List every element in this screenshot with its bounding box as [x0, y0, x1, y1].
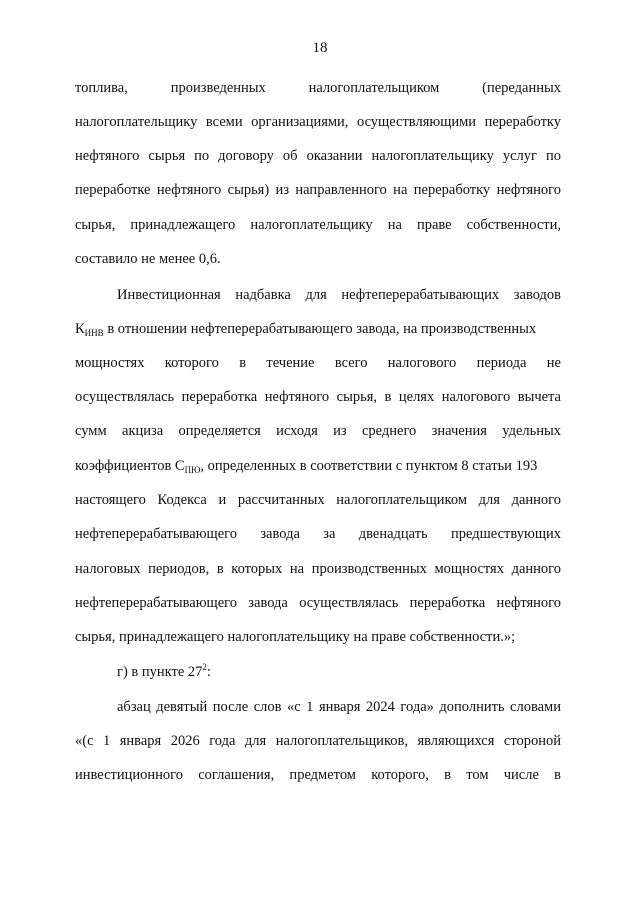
text-line: нефтеперерабатывающего завода осуществлялась переработка нефтяного: [75, 595, 561, 611]
text-line: сырья, принадлежащего налогоплательщику на праве собственности,: [75, 217, 561, 233]
text-fragment: :: [206, 664, 211, 680]
text-line: абзац девятый после слов «с 1 января 2024 года» дополнить словами: [117, 699, 561, 715]
superscript: 2: [202, 662, 207, 672]
text-line: [75, 319, 561, 339]
text-line: топлива, произведенных налогоплательщиком (переданных: [75, 80, 561, 96]
text-line: Инвестиционная надбавка для нефтеперерабатывающих заводов: [117, 287, 561, 303]
text-line: настоящего Кодекса и рассчитанных налогоплательщиком для данного: [75, 492, 561, 508]
text-fragment: г) в пункте 27: [117, 664, 203, 680]
text-line: сырья, принадлежащего налогоплательщику на праве собственности.»;: [75, 629, 516, 645]
coefficient-subscript: ПЮ: [184, 465, 201, 475]
text-fragment: , определенных в соответствии с пунктом 8 статьи 193: [200, 458, 538, 474]
coefficient-subscript: ИНВ: [84, 328, 104, 338]
text-line: налоговых периодов, в которых на производственных мощностях данного: [75, 561, 561, 577]
text-line: [117, 662, 561, 682]
text-line: мощностях которого в течение всего налогового периода не: [75, 355, 561, 371]
text-line: налогоплательщику всеми организациями, осуществляющими переработку: [75, 114, 561, 130]
text-line: инвестиционного соглашения, предметом которого, в том числе в: [75, 767, 561, 783]
text-fragment: коэффициентов С: [75, 458, 185, 474]
coefficient-symbol: К: [75, 321, 85, 337]
text-line: [75, 456, 561, 476]
text-line: переработке нефтяного сырья) из направленного на переработку нефтяного: [75, 182, 561, 198]
text-line: нефтеперерабатывающего завода за двенадцать предшествующих: [75, 526, 561, 542]
text-line: сумм акциза определяется исходя из среднего значения удельных: [75, 423, 561, 439]
text-line: «(с 1 января 2026 года для налогоплательщиков, являющихся стороной: [75, 733, 561, 749]
page-number: 18: [312, 40, 328, 56]
text-line: составило не менее 0,6.: [75, 251, 221, 267]
text-line: осуществлялась переработка нефтяного сырья, в целях налогового вычета: [75, 389, 561, 405]
text-line: нефтяного сырья по договору об оказании налогоплательщику услуг по: [75, 148, 561, 164]
text-fragment: в отношении нефтеперерабатывающего завода, на производственных: [103, 321, 537, 337]
